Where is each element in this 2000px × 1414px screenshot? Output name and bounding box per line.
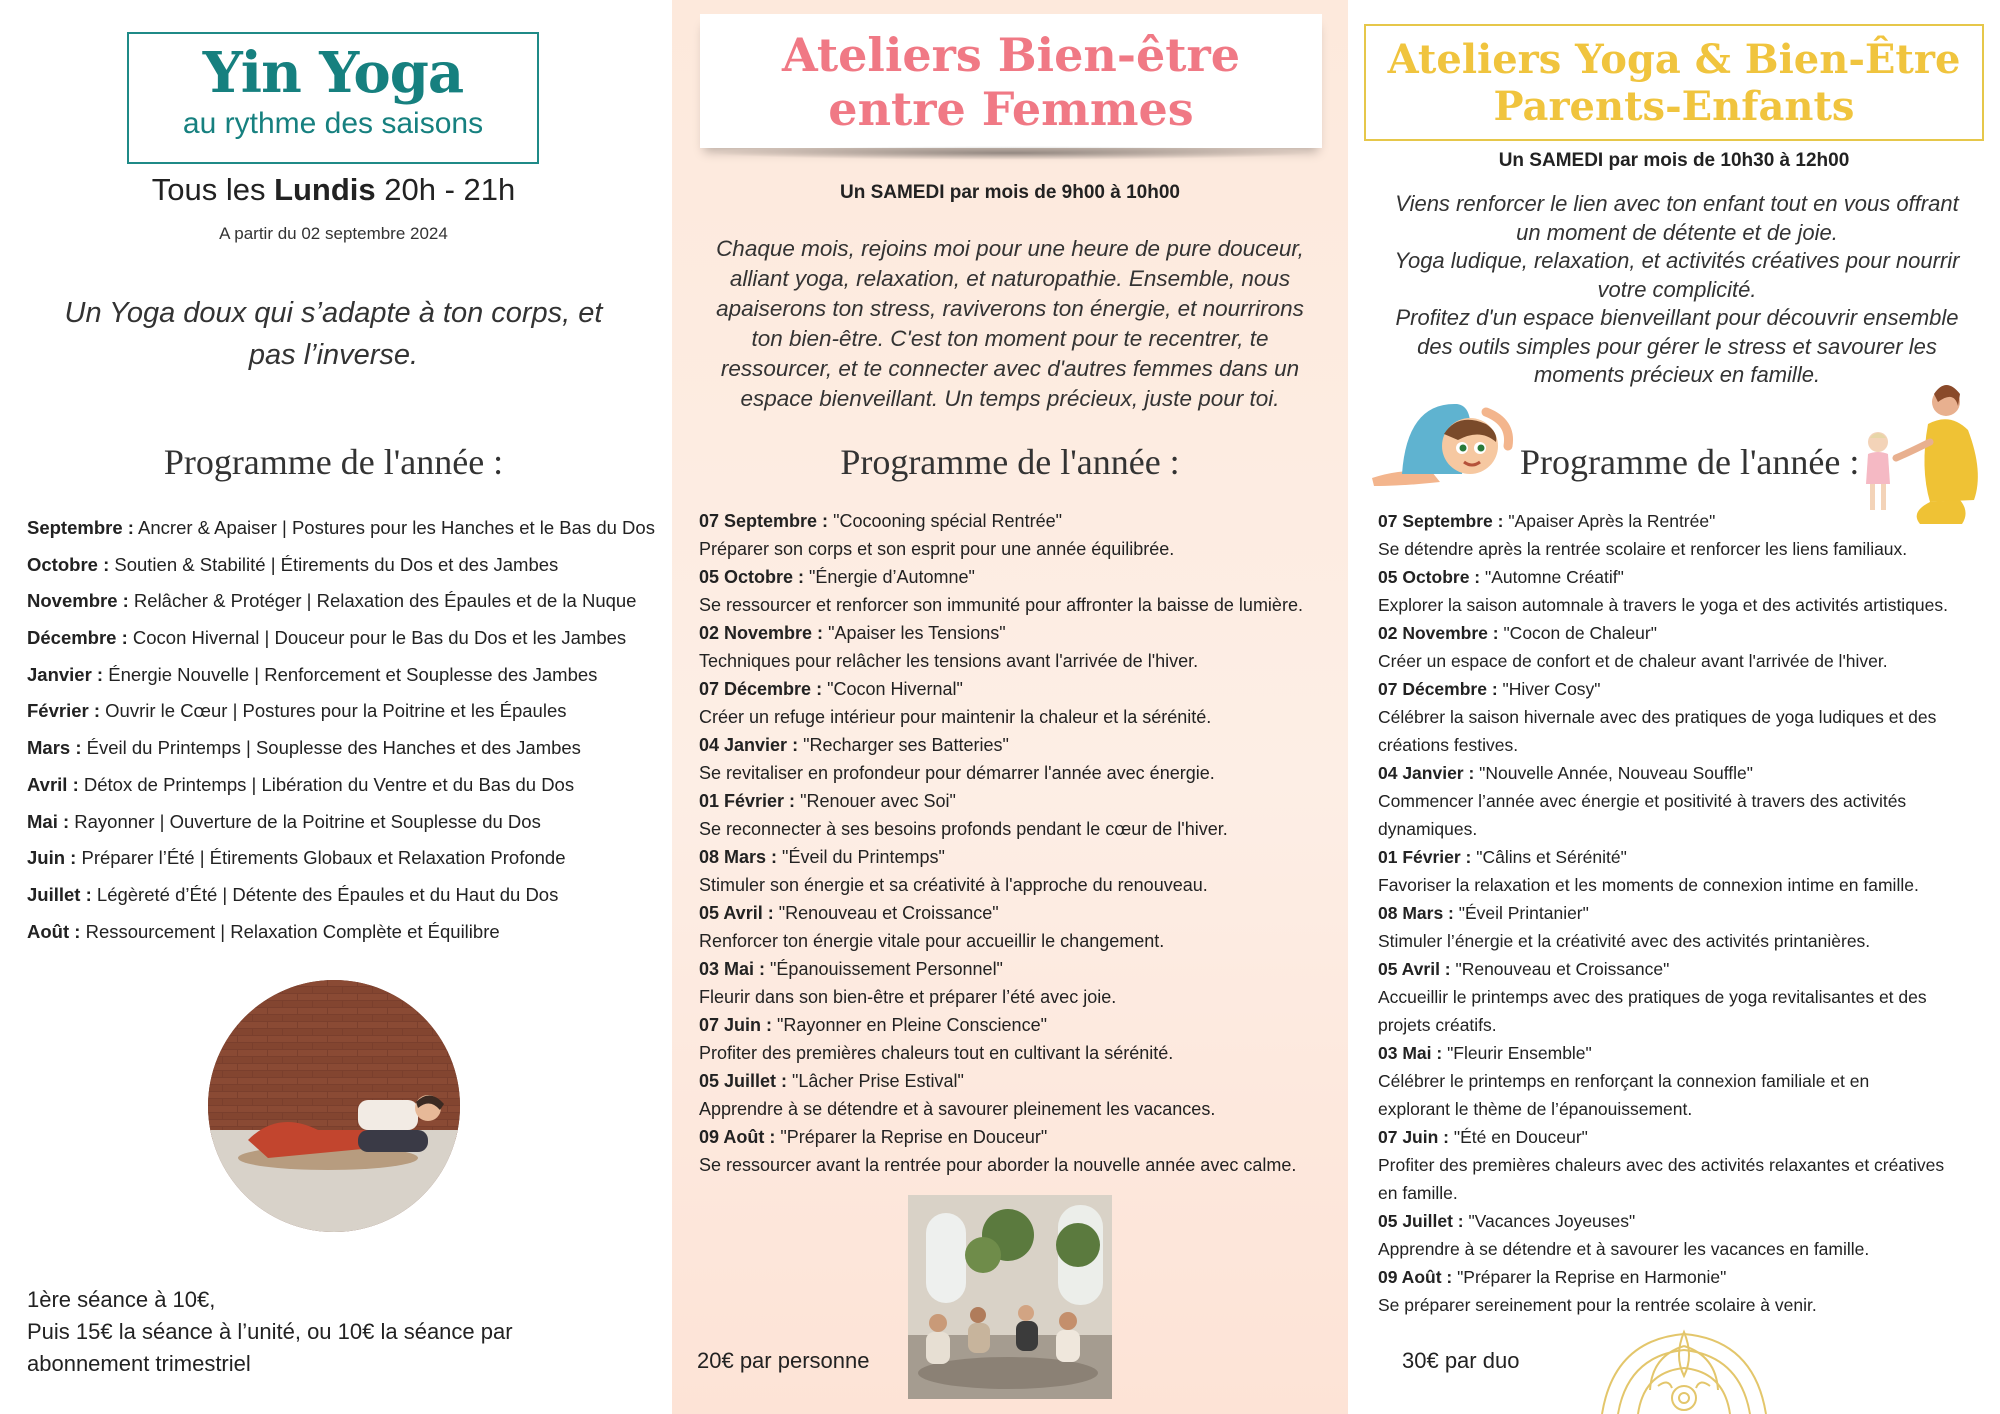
parents-title-box — [1364, 24, 1984, 141]
femmes-price: 20€ par personne — [697, 1348, 870, 1373]
month-label: Juin : — [27, 847, 77, 869]
session-description: Se revitaliser en profondeur pour démarrer l'année avec énergie. — [699, 763, 1215, 783]
parents-schedule: Un SAMEDI par mois de 10h30 à 12h00 — [1498, 150, 1850, 171]
yin-pricing — [27, 1284, 513, 1380]
session-date: 07 Décembre : — [699, 679, 823, 699]
session-description: Renforcer ton énergie vitale pour accueillir le changement. — [699, 931, 1165, 951]
yin-schedule-day: Lundis — [274, 172, 376, 207]
programme-month-row — [27, 696, 667, 733]
femmes-intro-line: ressourcer, et te connecter avec d'autres femmes dans un — [720, 356, 1300, 381]
yin-yoga-photo — [208, 980, 460, 1232]
session-title-line — [699, 731, 1344, 759]
femmes-title-line-2: entre Femmes — [828, 82, 1194, 136]
programme-month-row — [27, 807, 667, 844]
session-title-line — [699, 507, 1344, 535]
group-meditation-illustration — [908, 1195, 1112, 1399]
month-theme: Relâcher & Protéger | Relaxation des Épaules et de la Nuque — [128, 590, 637, 612]
session-date: 07 Juin : — [699, 1015, 773, 1035]
session-name: "Éveil Printanier" — [1453, 903, 1589, 923]
session-title-line — [1378, 1123, 2000, 1151]
session-description: Fleurir dans son bien-être et préparer l’été avec joie. — [699, 987, 1117, 1007]
month-theme: Ressourcement | Relaxation Complète et Équilibre — [80, 920, 500, 942]
session-date: 02 Novembre : — [699, 623, 824, 643]
session-description: Favoriser la relaxation et les moments de connexion intime en famille. — [1378, 875, 1919, 895]
session-date: 09 Août : — [699, 1127, 776, 1147]
session-date: 07 Juin : — [1378, 1127, 1449, 1147]
session-title-line — [1378, 955, 2000, 983]
femmes-intro-line: ton bien-être. C'est ton moment pour te recentrer, te — [751, 326, 1269, 351]
session-date: 05 Juillet : — [699, 1071, 788, 1091]
session-title-line — [1378, 507, 2000, 535]
femmes-programme-title: Programme de l'année : — [840, 442, 1180, 482]
session-date: 05 Avril : — [1378, 959, 1451, 979]
session-date: 01 Février : — [1378, 847, 1472, 867]
session-title-line — [1378, 619, 2000, 647]
month-theme: Éveil du Printemps | Souplesse des Hanches et des Jambes — [81, 737, 581, 759]
session-name: "Énergie d’Automne" — [804, 567, 975, 587]
session-description: Profiter des premières chaleurs tout en cultivant la sérénité. — [699, 1043, 1174, 1063]
programme-month-row — [27, 770, 667, 807]
session-description: Célébrer le printemps en renforçant la connexion familiale et en — [1378, 1071, 1870, 1091]
programme-month-row — [27, 550, 667, 587]
session-date: 03 Mai : — [699, 959, 766, 979]
month-theme: Soutien & Stabilité | Étirements du Dos et des Jambes — [109, 553, 559, 575]
session-date: 05 Octobre : — [1378, 567, 1481, 587]
month-theme: Légèreté d’Été | Détente des Épaules et du Haut du Dos — [91, 883, 559, 905]
month-label: Juillet : — [27, 883, 92, 905]
session-title-line — [699, 843, 1344, 871]
yin-programme-title: Programme de l'année : — [163, 442, 504, 482]
session-title-line — [699, 899, 1344, 927]
session-date: 09 Août : — [1378, 1267, 1453, 1287]
session-description: Techniques pour relâcher les tensions avant l'arrivée de l'hiver. — [699, 651, 1199, 671]
session-date: 04 Janvier : — [699, 735, 799, 755]
femmes-title-box — [700, 14, 1322, 148]
programme-month-row — [27, 917, 667, 954]
mandala-drawing — [1598, 1326, 1770, 1414]
month-theme: Ancrer & Apaiser | Postures pour les Hanches et le Bas du Dos — [133, 517, 655, 538]
femmes-intro-line: alliant yoga, relaxation, et naturopathie. Ensemble, nous — [729, 266, 1291, 291]
session-name: "Apaiser les Tensions" — [823, 623, 1006, 643]
session-name: "Cocon de Chaleur" — [1498, 623, 1657, 643]
mandala-icon — [1598, 1326, 1770, 1414]
session-title-line — [1378, 1207, 2000, 1235]
session-description: créations festives. — [1378, 735, 1519, 755]
session-description: Profiter des premières chaleurs avec des activités relaxantes et créatives — [1378, 1155, 1945, 1175]
session-description: Se préparer sereinement pour la rentrée scolaire à venir. — [1378, 1295, 1817, 1315]
yin-schedule — [0, 172, 667, 208]
femmes-intro-line: espace bienveillant. Un temps précieux, juste pour toi. — [740, 386, 1280, 411]
session-name: "Cocon Hivernal" — [822, 679, 963, 699]
month-label: Janvier : — [27, 663, 104, 685]
session-date: 07 Septembre : — [699, 511, 829, 531]
month-label: Septembre : — [27, 517, 134, 538]
session-name: "Apaiser Après la Rentrée" — [1503, 511, 1716, 531]
group-yoga-photo — [908, 1195, 1112, 1399]
month-label: Mai : — [27, 810, 70, 832]
femmes-programme-list — [699, 507, 1344, 1179]
parents-intro-line: des outils simples pour gérer le stress et savourer les — [1417, 333, 1937, 359]
session-date: 04 Janvier : — [1378, 763, 1475, 783]
session-description: Préparer son corps et son esprit pour une année équilibrée. — [699, 539, 1175, 559]
session-title-line — [1378, 759, 2000, 787]
month-label: Octobre : — [27, 553, 110, 575]
yin-title-box — [127, 32, 539, 164]
yin-schedule-prefix: Tous les — [151, 172, 275, 207]
programme-month-row — [27, 513, 667, 550]
session-date: 05 Juillet : — [1378, 1211, 1464, 1231]
session-name: "Nouvelle Année, Nouveau Souffle" — [1474, 763, 1753, 783]
session-description: Stimuler l’énergie et la créativité avec des activités printanières. — [1378, 931, 1871, 951]
session-date: 07 Septembre : — [1378, 511, 1504, 531]
yin-price-line-2: Puis 15€ la séance à l’unité, ou 10€ la séance par — [27, 1319, 513, 1344]
session-description: Commencer l’année avec énergie et positivité à travers des activités — [1378, 791, 1907, 811]
yin-title: Yin Yoga — [202, 40, 464, 106]
session-date: 05 Octobre : — [699, 567, 805, 587]
session-title-line — [699, 675, 1344, 703]
session-name: "Renouer avec Soi" — [795, 791, 956, 811]
session-description: Célébrer la saison hivernale avec des pratiques de yoga ludiques et des — [1378, 707, 1937, 727]
parents-intro — [1368, 190, 1986, 390]
reclining-pose-illustration — [208, 980, 460, 1232]
month-label: Décembre : — [27, 627, 128, 649]
programme-month-row — [27, 660, 667, 697]
session-description: dynamiques. — [1378, 819, 1478, 839]
programme-month-row — [27, 880, 667, 917]
month-label: Novembre : — [27, 590, 129, 612]
month-label: Août : — [27, 920, 81, 942]
month-label: Mars : — [27, 737, 82, 759]
yin-subtitle: au rythme des saisons — [182, 107, 484, 140]
session-description: Se ressourcer et renforcer son immunité pour affronter la baisse de lumière. — [699, 595, 1303, 615]
femmes-intro-line: apaiserons ton stress, raviverons ton énergie, et nourrirons — [716, 296, 1304, 321]
session-description: Explorer la saison automnale à travers le yoga et des activités artistiques. — [1378, 595, 1949, 615]
month-theme: Préparer l’Été | Étirements Globaux et Relaxation Profonde — [76, 847, 566, 869]
yin-schedule-time: 20h - 21h — [375, 172, 516, 207]
session-name: "Vacances Joyeuses" — [1463, 1211, 1636, 1231]
parents-intro-line: moments précieux en famille. — [1533, 362, 1821, 387]
session-description: Stimuler son énergie et sa créativité à l'approche du renouveau. — [699, 875, 1208, 895]
session-name: "Fleurir Ensemble" — [1442, 1043, 1592, 1063]
session-name: "Cocooning spécial Rentrée" — [828, 511, 1062, 531]
session-title-line — [699, 563, 1344, 591]
parents-title-line-1: Ateliers Yoga & Bien-Être — [1387, 36, 1961, 83]
session-date: 01 Février : — [699, 791, 796, 811]
parents-programme-title: Programme de l'année : — [1520, 442, 1860, 482]
programme-month-row — [27, 586, 667, 623]
session-name: "Préparer la Reprise en Harmonie" — [1452, 1267, 1727, 1287]
session-date: 08 Mars : — [699, 847, 778, 867]
session-title-line — [1378, 1263, 2000, 1291]
session-name: "Hiver Cosy" — [1497, 679, 1601, 699]
session-name: "Lâcher Prise Estival" — [787, 1071, 964, 1091]
parents-intro-line: Viens renforcer le lien avec ton enfant tout en vous offrant — [1395, 191, 1959, 216]
session-name: "Renouveau et Croissance" — [773, 903, 999, 923]
session-description: explorant le thème de l’épanouissement. — [1378, 1099, 1693, 1119]
femmes-schedule: Un SAMEDI par mois de 9h00 à 10h00 — [839, 182, 1180, 203]
programme-month-row — [27, 733, 667, 770]
parents-intro-line: votre complicité. — [1597, 276, 1757, 302]
parents-title-line-2: Parents-Enfants — [1493, 83, 1855, 130]
month-theme: Détox de Printemps | Libération du Ventre et du Bas du Dos — [78, 773, 575, 795]
parents-programme-list — [1378, 507, 2000, 1319]
yin-price-line-3: abonnement trimestriel — [27, 1351, 251, 1376]
session-name: "Câlins et Sérénité" — [1471, 847, 1627, 867]
yin-programme-list — [27, 513, 667, 953]
session-description: Se reconnecter à ses besoins profonds pendant le cœur de l'hiver. — [699, 819, 1228, 839]
session-description: Apprendre à se détendre et à savourer pleinement les vacances. — [699, 1099, 1216, 1119]
session-date: 02 Novembre : — [1378, 623, 1499, 643]
femmes-intro-line: Chaque mois, rejoins moi pour une heure de pure douceur, — [716, 236, 1304, 261]
session-name: "Recharger ses Batteries" — [798, 735, 1009, 755]
session-description: Se ressourcer avant la rentrée pour aborder la nouvelle année avec calme. — [699, 1155, 1297, 1175]
session-title-line — [699, 1067, 1344, 1095]
session-name: "Rayonner en Pleine Conscience" — [772, 1015, 1047, 1035]
yin-price-line-1: 1ère séance à 10€, — [27, 1287, 216, 1312]
femmes-title-line-1: Ateliers Bien-être — [782, 28, 1240, 82]
month-theme: Ouvrir le Cœur | Postures pour la Poitrine et les Épaules — [100, 700, 567, 722]
session-description: Apprendre à se détendre et à savourer les vacances en famille. — [1378, 1239, 1870, 1259]
title-shadow — [708, 146, 1314, 160]
session-title-line — [699, 1011, 1344, 1039]
session-description: Créer un refuge intérieur pour maintenir la chaleur et la sérénité. — [699, 707, 1212, 727]
session-title-line — [1378, 899, 2000, 927]
session-name: "Été en Douceur" — [1449, 1127, 1588, 1147]
session-title-line — [1378, 675, 2000, 703]
session-date: 07 Décembre : — [1378, 679, 1498, 699]
session-title-line — [1378, 843, 2000, 871]
session-title-line — [699, 619, 1344, 647]
parents-price: 30€ par duo — [1402, 1348, 1520, 1373]
session-description: projets créatifs. — [1378, 1015, 1497, 1035]
session-name: "Épanouissement Personnel" — [765, 959, 1003, 979]
parents-intro-line: Yoga ludique, relaxation, et activités créatives pour nourrir — [1394, 248, 1960, 273]
month-label: Février : — [27, 700, 101, 722]
month-theme: Cocon Hivernal | Douceur pour le Bas du Dos et les Jambes — [127, 627, 627, 649]
femmes-intro — [695, 234, 1325, 414]
session-name: "Renouveau et Croissance" — [1450, 959, 1670, 979]
yin-tagline: Un Yoga doux qui s’adapte à ton corps, et pas l’inverse. — [64, 297, 603, 371]
session-date: 08 Mars : — [1378, 903, 1454, 923]
yin-start-date: A partir du 02 septembre 2024 — [219, 224, 448, 243]
session-title-line — [699, 787, 1344, 815]
session-title-line — [1378, 563, 2000, 591]
session-description: Se détendre après la rentrée scolaire et renforcer les liens familiaux. — [1378, 539, 1908, 559]
session-name: "Automne Créatif" — [1480, 567, 1624, 587]
parents-intro-line: un moment de détente et de joie. — [1516, 219, 1838, 245]
session-description: Créer un espace de confort et de chaleur avant l'arrivée de l'hiver. — [1378, 651, 1888, 671]
child-yoga-illustration — [1362, 382, 1520, 490]
session-name: "Préparer la Reprise en Douceur" — [775, 1127, 1048, 1147]
month-label: Avril : — [27, 773, 79, 795]
session-date: 03 Mai : — [1378, 1043, 1443, 1063]
session-title-line — [1378, 1039, 2000, 1067]
programme-month-row — [27, 843, 667, 880]
parents-intro-line: Profitez d'un espace bienveillant pour découvrir ensemble — [1395, 305, 1959, 330]
programme-month-row — [27, 623, 667, 660]
session-description: Accueillir le printemps avec des pratiques de yoga revitalisantes et des — [1378, 987, 1927, 1007]
month-theme: Rayonner | Ouverture de la Poitrine et Souplesse du Dos — [69, 810, 541, 832]
session-name: "Éveil du Printemps" — [777, 847, 945, 867]
session-title-line — [699, 1123, 1344, 1151]
session-description: en famille. — [1378, 1183, 1458, 1203]
child-pose-drawing — [1362, 382, 1520, 490]
session-title-line — [699, 955, 1344, 983]
session-date: 05 Avril : — [699, 903, 774, 923]
month-theme: Énergie Nouvelle | Renforcement et Souplesse des Jambes — [103, 663, 598, 685]
